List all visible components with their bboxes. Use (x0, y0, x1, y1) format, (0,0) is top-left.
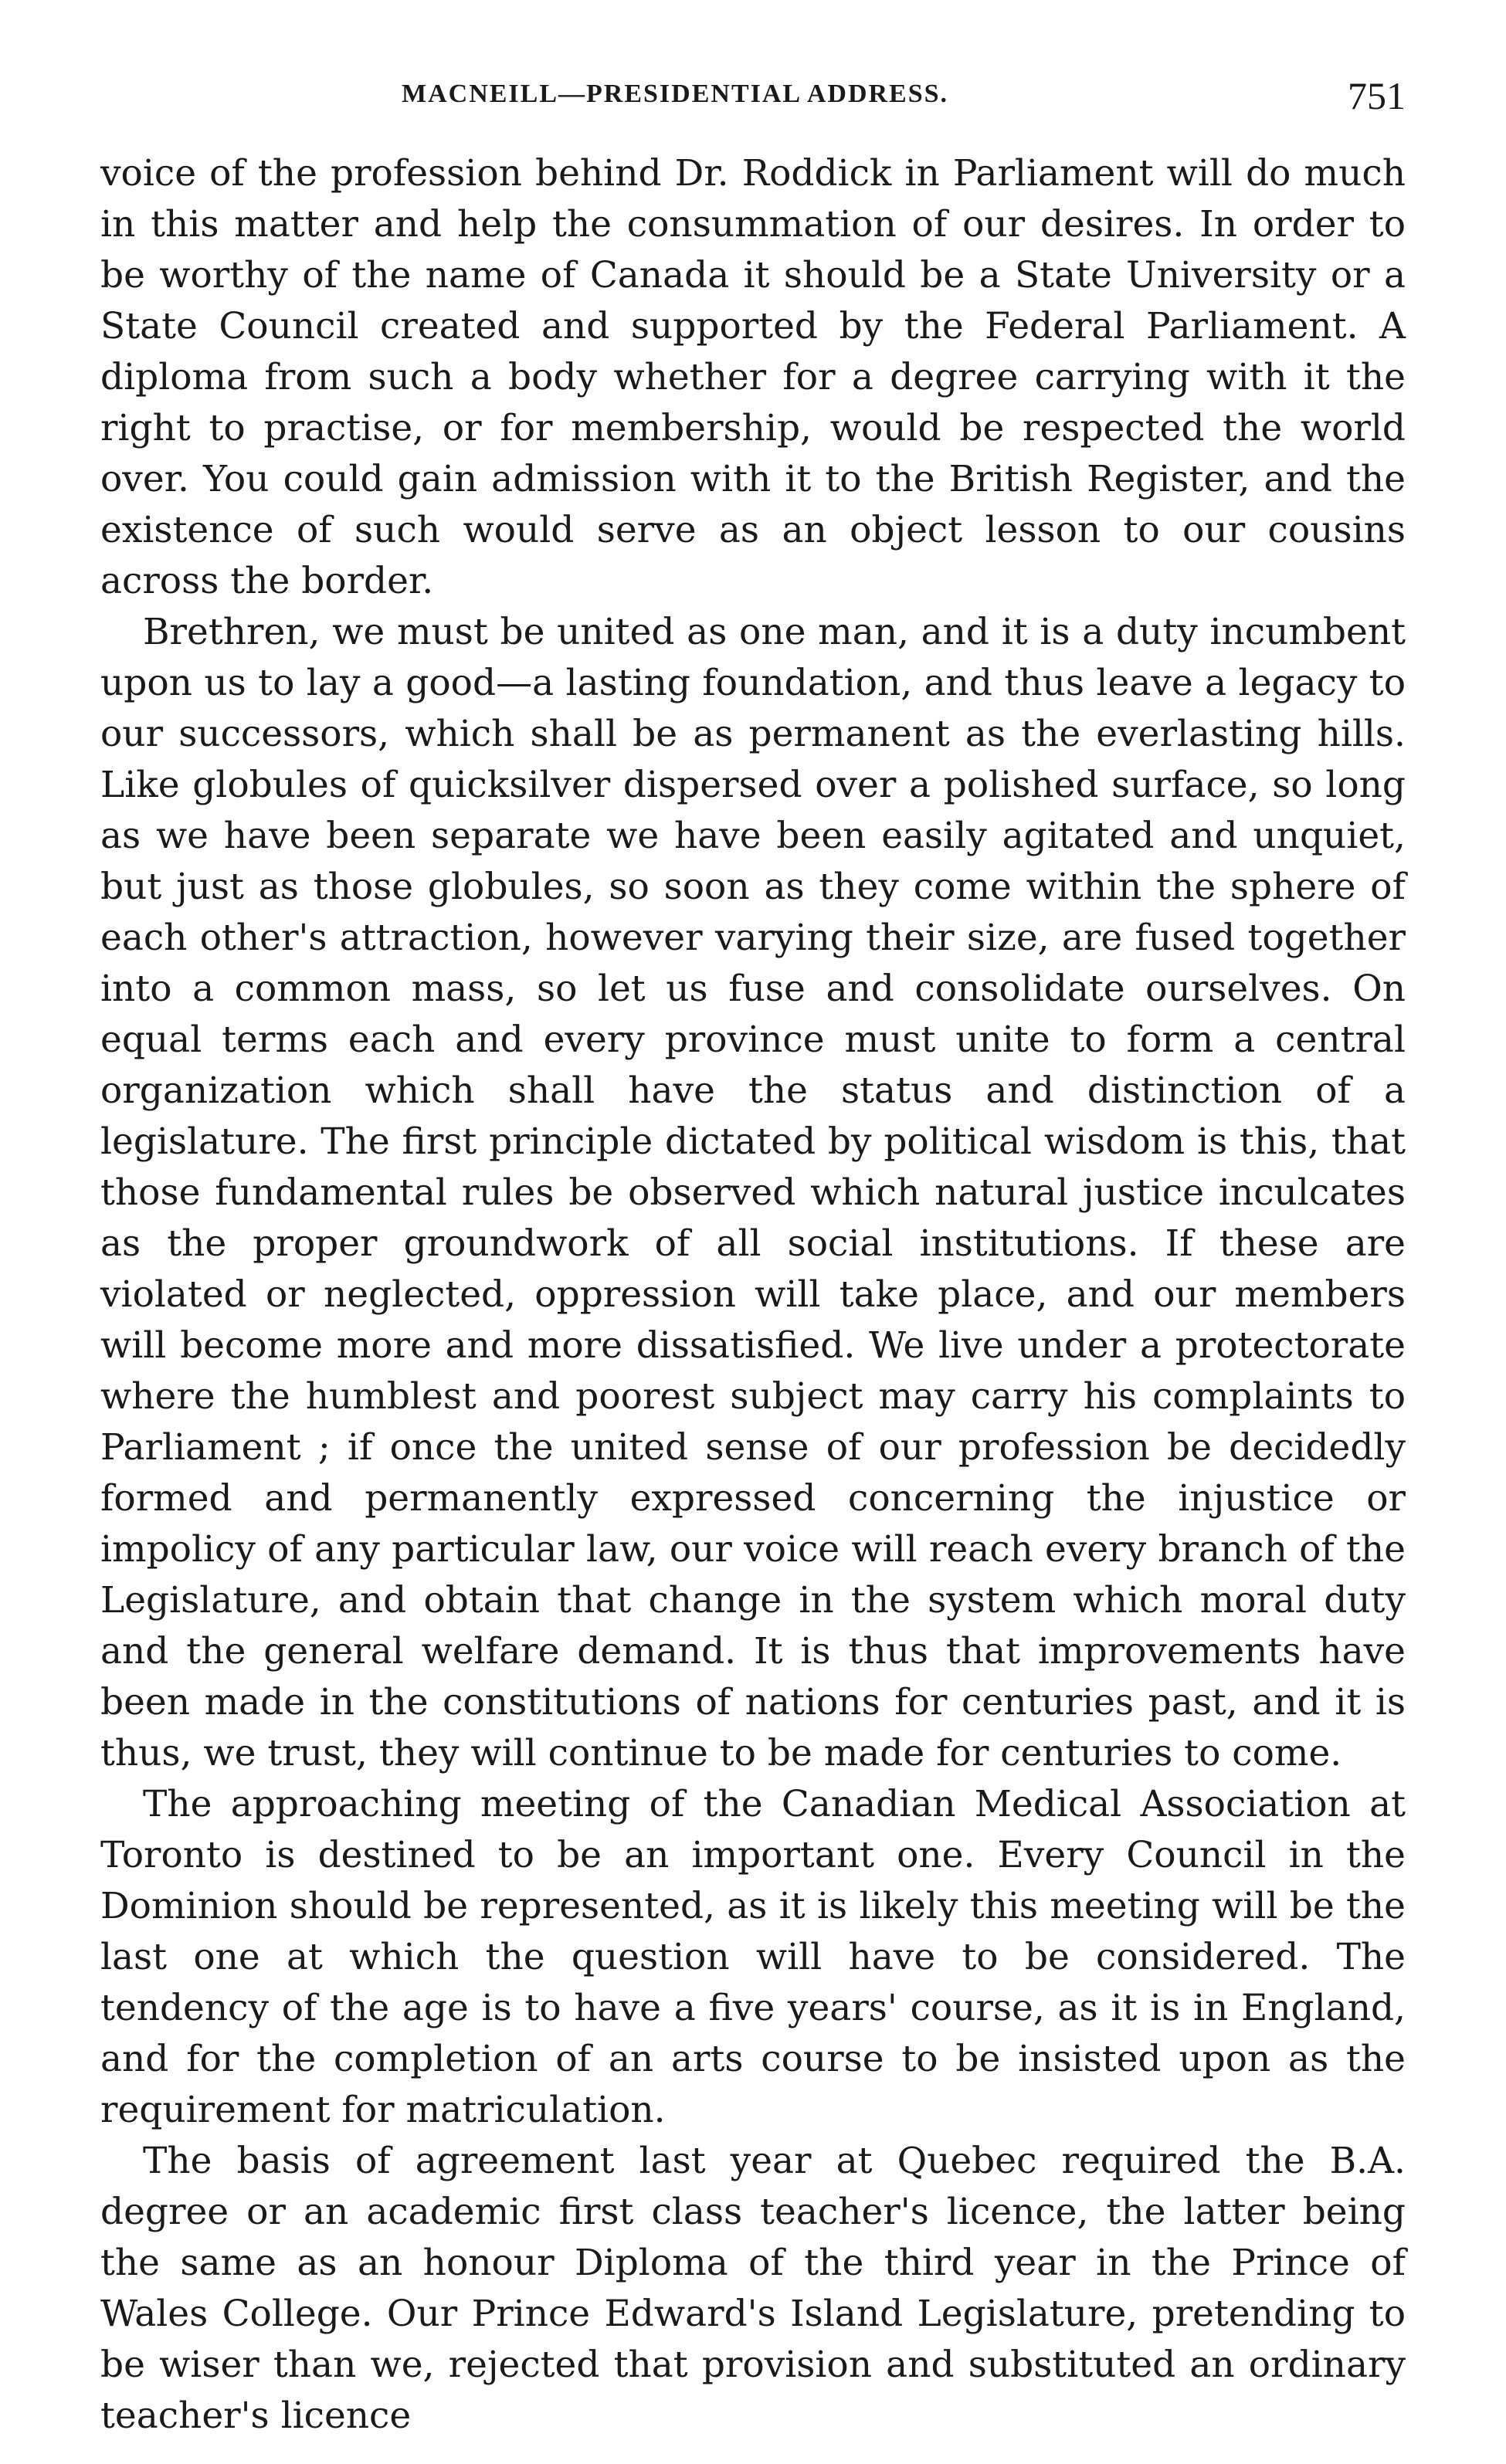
paragraph: The approaching meeting of the Canadian Medical Association at Toronto is destined to be an important one. Every Council in the Dominion should be represented, as it is likely this meeting will be the last one at which the question will have to be considered. The tendency of the age is to have a five years' course, as it is in England, and for the completion of an arts course to be insisted upon as the requirement for matriculation. (100, 1783, 1406, 2131)
paragraph: Brethren, we must be united as one man, and it is a duty incumbent upon us to lay a good—a lasting foundation, and thus leave a legacy to our successors, which shall be as permanent as the everlasting hills. Like globules of quicksilver dispersed over a polished surface, so long as we have been separate we have been easily agitated and unquiet, but just as those globules, so soon as they come within the sphere of each other's attraction, however varying their size, are fused together into a common mass, so let us fuse and consolidate ourselves. On equal terms each and every province must unite to form a central organization which shall have the status and distinction of a legislature. The first principle dictated by political wisdom is this, that those fundamental rules be observed which natural justice inculcates as the proper groundwork of all social institutions. If these are violated or neglected, oppression will take place, and our members will become more and more dissatisfied. We live under a protectorate where the humblest and poorest subject may carry his complaints to Parliament ; if once the united sense of our profession be decidedly formed and permanently expressed concerning the injustice or impolicy of any particular law, our voice will reach every branch of the Legislature, and obtain that change in the system which moral duty and the general welfare demand. It is thus that improvements have been made in the constitutions of nations for centuries past, and it is thus, we trust, they will continue to be made for centuries to come. (100, 611, 1406, 1774)
page-header (100, 73, 1406, 120)
paragraph: voice of the profession behind Dr. Roddick in Parliament will do much in this matter and help the consummation of our desires. In order to be worthy of the name of Canada it should be a State University or a State Council created and supported by the Federal Parliament. A diploma from such a body whether for a degree carrying with it the right to practise, or for membership, would be respected the world over. You could gain admission with it to the British Register, and the existence of such would serve as an object lesson to our cousins across the border. (100, 152, 1406, 602)
paragraph: The basis of agreement last year at Quebec required the B.A. degree or an academic first class teacher's licence, the latter being the same as an honour Diploma of the third year in the Prince of Wales College. Our Prince Edward's Island Legislature, pretending to be wiser than we, rejected that provision and substituted an ordinary teacher's licence (100, 2140, 1406, 2437)
running-title: MACNEILL—PRESIDENTIAL ADDRESS. (402, 80, 949, 108)
body-text (100, 148, 1406, 2442)
page-number: 751 (1348, 74, 1406, 117)
